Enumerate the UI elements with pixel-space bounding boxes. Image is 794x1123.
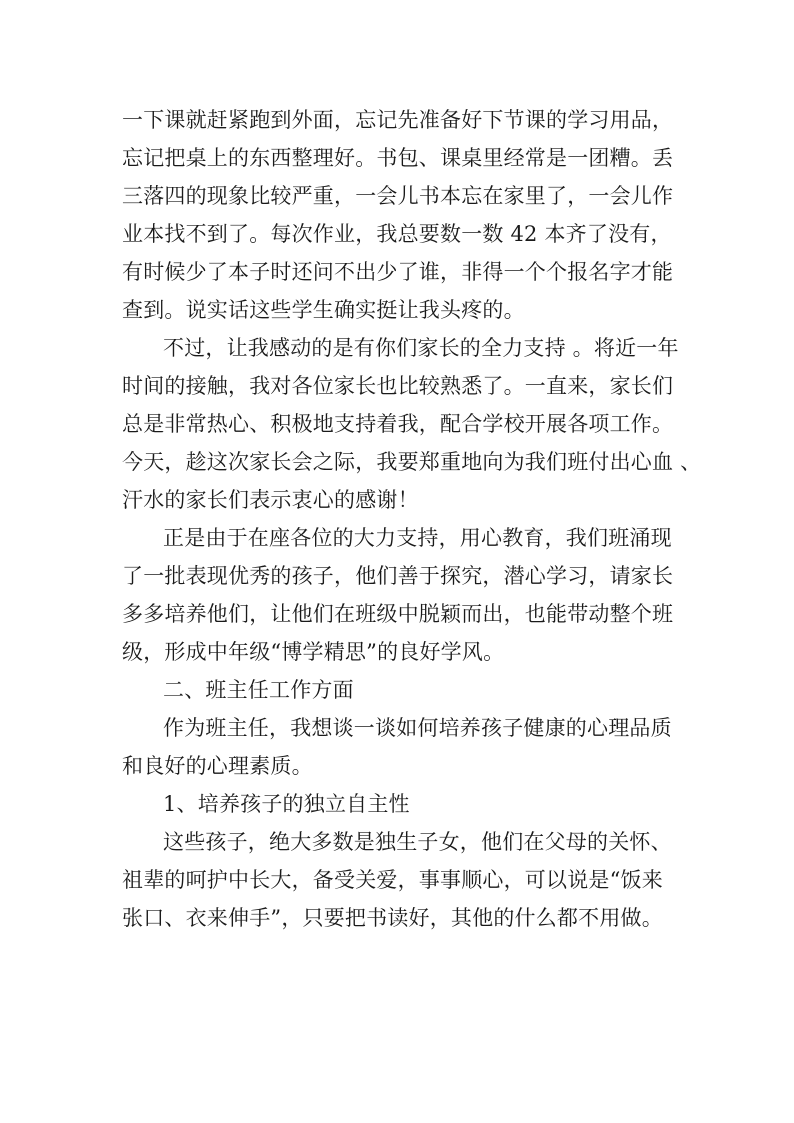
text-line: 查到。说实话这些学生确实挺让我头疼的。	[122, 298, 525, 322]
text-line: 总是非常热心、积极地支持着我，配合学校开展各项工作。	[122, 412, 674, 436]
text-line: 祖辈的呵护中长大，备受关爱，事事顺心，可以说是“饭来	[122, 868, 663, 892]
text-line: 有时候少了本子时还问不出少了谁，非得一个个报名字才能	[122, 260, 674, 284]
text-line: 一下课就赶紧跑到外面，忘记先准备好下节课的学习用品，	[122, 108, 674, 132]
paragraph-start-line: 这些孩子，绝大多数是独生子女，他们在父母的关怀、	[163, 830, 672, 854]
text-line: 业本找不到了。每次作业，我总要数一数 42 本齐了没有，	[122, 222, 672, 246]
text-line: 三落四的现象比较严重，一会儿书本忘在家里了，一会儿作	[122, 184, 674, 208]
text-line: 了一批表现优秀的孩子，他们善于探究，潜心学习，请家长	[122, 564, 674, 588]
text-line: 张口、衣来伸手”，只要把书读好，其他的什么都不用做。	[122, 906, 663, 930]
paragraph-start-line: 不过，让我感动的是有你们家长的全力支持 。将近一年	[163, 336, 679, 360]
paragraph-start-line: 正是由于在座各位的大力支持，用心教育，我们班涌现	[163, 526, 672, 550]
paragraph-start-line: 作为班主任，我想谈一谈如何培养孩子健康的心理品质	[163, 716, 672, 740]
text-line: 级，形成中年级“博学精思”的良好学风。	[122, 640, 505, 664]
text-line: 忘记把桌上的东西整理好。书包、课桌里经常是一团糟。丢	[122, 146, 674, 170]
text-line: 多多培养他们，让他们在班级中脱颖而出，也能带动整个班	[122, 602, 674, 626]
text-line: 汗水的家长们表示衷心的感谢！	[122, 488, 419, 512]
text-line: 和良好的心理素质。	[122, 754, 313, 778]
section-heading: 二、班主任工作方面	[163, 678, 354, 702]
subsection-heading: 1、培养孩子的独立自主性	[163, 792, 410, 816]
text-line: 时间的接触，我对各位家长也比较熟悉了。一直来，家长们	[122, 374, 674, 398]
text-line: 今天，趁这次家长会之际，我要郑重地向为我们班付出心血 、	[122, 450, 702, 474]
